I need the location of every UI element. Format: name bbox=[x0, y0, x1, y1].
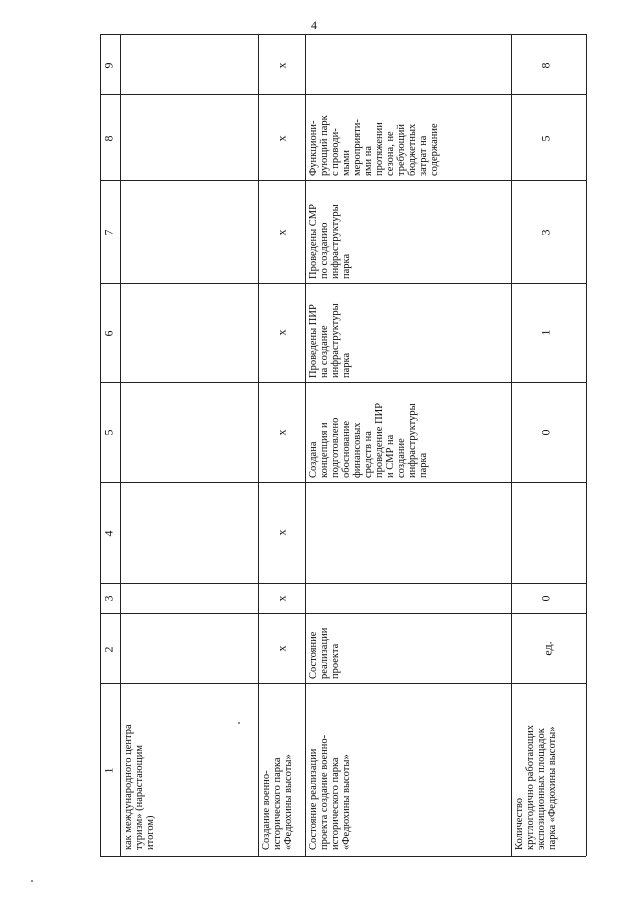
header-col-4: 4 bbox=[101, 530, 116, 537]
header-col-3: 3 bbox=[101, 595, 116, 602]
row4-col2: ед. bbox=[540, 641, 555, 656]
column-separator bbox=[100, 583, 586, 584]
row4-col5: 0 bbox=[538, 429, 553, 436]
table-border bbox=[586, 34, 587, 856]
column-separator bbox=[100, 683, 586, 684]
column-separator bbox=[100, 382, 586, 383]
row2-col7: х bbox=[274, 229, 289, 236]
table-border bbox=[100, 34, 586, 35]
row2-col8: х bbox=[274, 135, 289, 142]
row4-name: Количество круглогодично работающих экспозиционных площадок парка «Федюхины высоты» bbox=[514, 725, 558, 850]
row1-name: как международного центра туризм» (нарастающим итогом) bbox=[123, 724, 156, 850]
row3-col2: Состояние реализации проекта bbox=[308, 627, 341, 679]
row2-col4: х bbox=[274, 529, 289, 536]
row-separator bbox=[258, 34, 259, 856]
row4-col7: 3 bbox=[538, 229, 553, 236]
scan-speck bbox=[31, 880, 33, 882]
column-separator bbox=[100, 613, 586, 614]
row2-col5: х bbox=[274, 429, 289, 436]
row3-col6: Проведены ПИР на создание инфраструктуры парка bbox=[308, 303, 352, 378]
row3-col8: Функциони- рующий парк с проводи- мыми мероприяти- ями на протяжении сезона, не требующий бюджетных затрат на содержание bbox=[308, 115, 440, 176]
row2-col9: х bbox=[274, 62, 289, 69]
column-separator bbox=[100, 482, 586, 483]
row-separator bbox=[120, 34, 121, 856]
header-col-8: 8 bbox=[101, 135, 116, 142]
row2-col6: х bbox=[274, 329, 289, 336]
row4-col8: 5 bbox=[538, 135, 553, 142]
header-col-2: 2 bbox=[101, 646, 116, 653]
scan-speck bbox=[238, 722, 240, 724]
page-number: 4 bbox=[311, 18, 317, 32]
row2-col2: х bbox=[274, 645, 289, 652]
header-col-7: 7 bbox=[101, 229, 116, 236]
row4-col3: 0 bbox=[538, 595, 553, 602]
row4-col6: 1 bbox=[538, 329, 553, 336]
column-separator bbox=[100, 94, 586, 95]
row3-name: Состояние реализации проекта создание военно- исторического парка «Федюхины высоты» bbox=[308, 734, 352, 850]
row-separator bbox=[305, 34, 306, 856]
header-col-6: 6 bbox=[101, 330, 116, 337]
row3-col5: Создана концепция и подготовлено обоснование финансовых средств на проведение ПИР и СМР на создание инфраструктуры парка bbox=[308, 402, 429, 478]
column-separator bbox=[100, 180, 586, 181]
row2-name: Создание военно- исторического парка «Федюхины высоты» bbox=[261, 754, 294, 850]
header-col-9: 9 bbox=[101, 62, 116, 69]
table-border bbox=[100, 856, 586, 857]
table-border bbox=[100, 34, 101, 856]
row3-col7: Проведены СМР по созданию инфраструктуры парка bbox=[308, 204, 352, 279]
row-separator bbox=[511, 34, 512, 856]
header-col-5: 5 bbox=[101, 429, 116, 436]
row2-col3: х bbox=[274, 595, 289, 602]
row4-col9: 8 bbox=[538, 62, 553, 69]
header-col-1: 1 bbox=[101, 767, 116, 774]
